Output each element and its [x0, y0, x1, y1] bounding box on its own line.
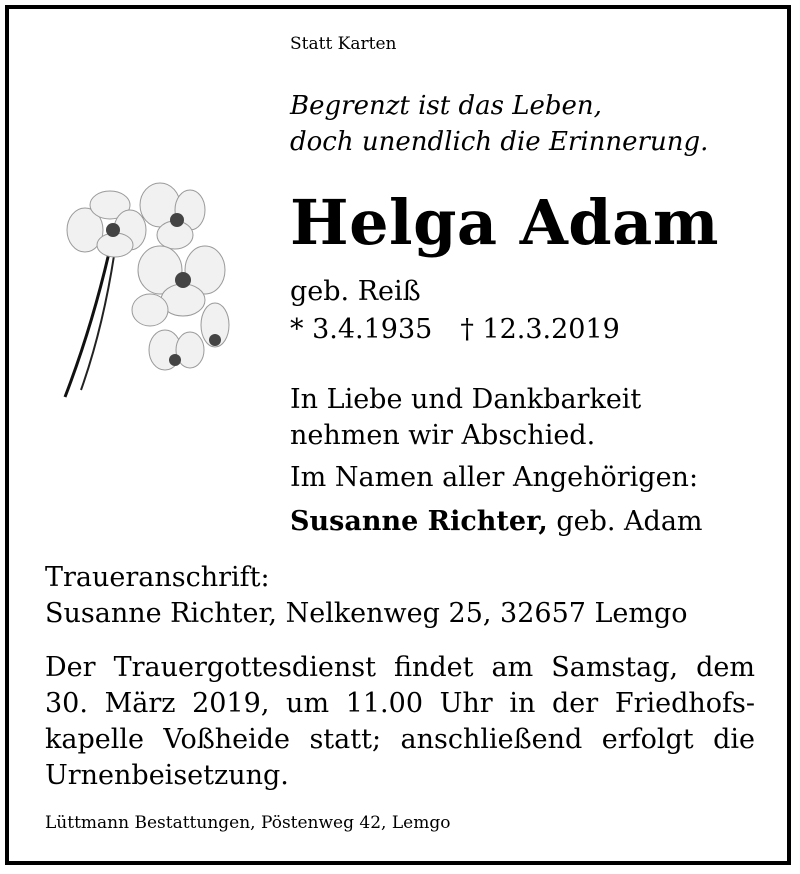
signer-suffix: geb. Adam — [547, 506, 703, 537]
orchid-icon — [55, 175, 245, 400]
farewell-text — [290, 382, 641, 454]
verse-line-2: doch unendlich die Erinnerung. — [290, 127, 709, 157]
header-text: Statt Karten — [290, 34, 397, 54]
signer-name: Susanne Richter, — [290, 506, 548, 537]
signer — [290, 508, 703, 535]
service-text: Der Trauergottesdienst findet am Samstag, dem 30. März 2019, um 11.00 Uhr in der Friedhofskapelle Voßheide statt; anschließend erfolgt die Urnenbeisetzung. — [45, 652, 755, 791]
life-dates — [290, 316, 620, 343]
birth-name: geb. Reiß — [290, 276, 421, 307]
farewell-line-1: In Liebe und Dankbarkeit — [290, 384, 642, 415]
verse-line-1: Begrenzt ist das Leben, — [290, 91, 602, 121]
address-text: Susanne Richter, Nelkenweg 25, 32657 Lemgo — [45, 598, 688, 629]
farewell-line-2: nehmen wir Abschied. — [290, 420, 596, 451]
address-label: Traueranschrift: — [45, 562, 270, 593]
undertaker-footer: Lüttmann Bestattungen, Pöstenweg 42, Lemgo — [45, 813, 451, 833]
birth-date: * 3.4.1935 — [290, 314, 433, 345]
deceased-name: Helga Adam — [290, 186, 719, 259]
verse — [290, 88, 708, 160]
death-date: † 12.3.2019 — [460, 314, 620, 345]
on-behalf-text: Im Namen aller Angehörigen: — [290, 462, 699, 493]
